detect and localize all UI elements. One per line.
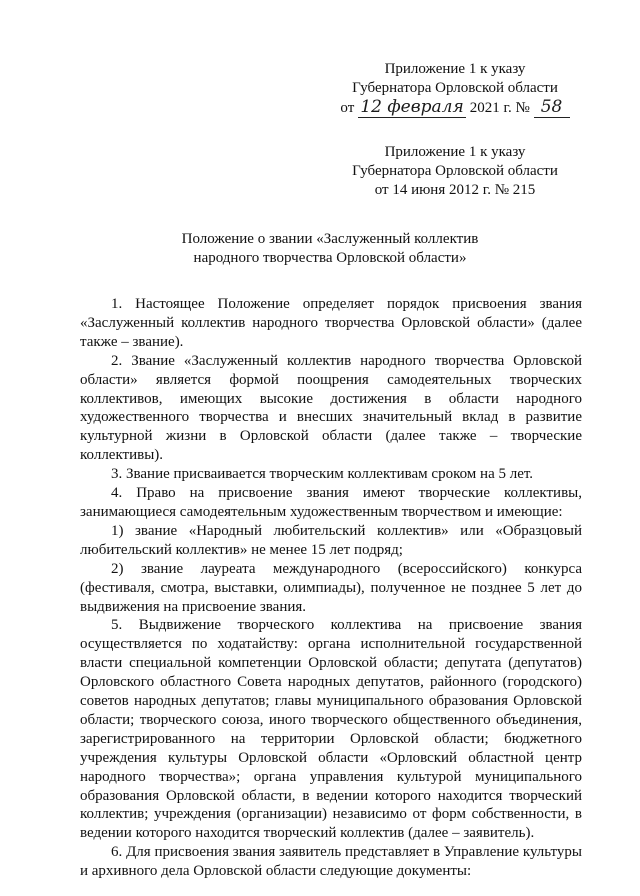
attachment-line: Губернатора Орловской области bbox=[352, 163, 558, 179]
document-title bbox=[120, 230, 540, 268]
attachment-line: от 14 июня 2012 г. № 215 bbox=[374, 182, 536, 198]
paragraph: 1. Настоящее Положение определяет порядок присвоения звания «Заслуженный коллектив народного творчества Орловской области» (далее также – звание). bbox=[80, 296, 582, 350]
paragraph: 6. Для присвоения звания заявитель представляет в Управление культуры и архивного дела Орловской области следующие документы: bbox=[80, 844, 582, 880]
handwritten-number: 58 bbox=[534, 98, 570, 118]
attachment-line: Губернатора Орловской области bbox=[352, 80, 558, 96]
attachment-header-new bbox=[330, 60, 580, 118]
paragraph: 3. Звание присваивается творческим коллективам сроком на 5 лет. bbox=[111, 466, 534, 483]
attachment-date-line bbox=[330, 98, 580, 118]
date-prefix: от bbox=[340, 100, 355, 116]
paragraph: 2) звание лауреата международного (всероссийского) конкурса (фестиваля, смотра, выставки, олимпиады), полученное не позднее 5 лет до выдвижения на присвоение звания. bbox=[80, 560, 582, 615]
paragraph: 1) звание «Народный любительский коллектив» или «Образцовый любительский коллектив» не менее 15 лет подряд; bbox=[80, 522, 582, 558]
handwritten-date: 12 февраля bbox=[358, 98, 466, 118]
paragraph: 2. Звание «Заслуженный коллектив народного творчества Орловской области» является формой поощрения самодеятельных творческих коллективов, имеющих высокие достижения в области народного художественного творчества и внесших значительный вклад в развитие культурной жизни в Орловской области (далее также – творческие коллективы). bbox=[80, 352, 582, 464]
paragraph: 4. Право на присвоение звания имеют творческие коллективы, занимающиеся самодеятельным художественным творчеством и имеющие: bbox=[80, 485, 582, 520]
date-suffix: 2021 г. № bbox=[469, 100, 530, 116]
title-line: Положение о звании «Заслуженный коллектив bbox=[181, 231, 479, 247]
attachment-line: Приложение 1 к указу bbox=[384, 144, 526, 160]
attachment-header-old bbox=[330, 143, 580, 200]
paragraph: 5. Выдвижение творческого коллектива на присвоение звания осуществляется по ходатайству: органа исполнительной государственной власти специальной компетенции Орловской области; депутата (депутатов) Орловского областного Совета народных депутатов, районного (городского) советов народных депутатов; главы муниципального образования Орловской области; творческого союза, иного творческого общественного объединения, зарегистрированного на территории Орловской области; бюджетного учреждения культуры Орловской области «Орловский областной центр народного творчества»; органа управления культурой муниципального образования Орловской области, в ведении которого находится творческий коллектив; учреждения (организации) независимо от форм собственности, в ведении которого находится творческий коллектив (далее – заявитель). bbox=[80, 617, 582, 842]
attachment-line: Приложение 1 к указу bbox=[384, 61, 526, 77]
document-body bbox=[80, 295, 582, 881]
title-line: народного творчества Орловской области» bbox=[193, 250, 467, 266]
